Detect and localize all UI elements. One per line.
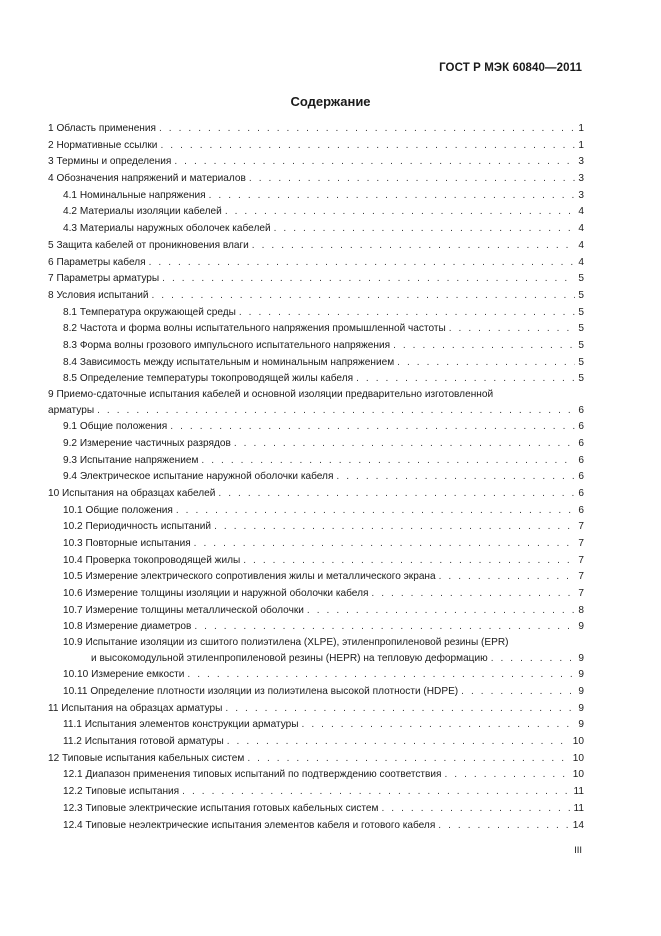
- toc-entry[interactable]: [48, 221, 584, 238]
- toc-entry-page: 6: [578, 487, 584, 499]
- toc-entry-title: Материалы изоляции кабелей: [79, 206, 222, 218]
- dot-leader: [176, 503, 576, 520]
- dot-leader: [234, 436, 576, 453]
- toc-entry-number: 9: [48, 389, 54, 400]
- toc-entry-page: 5: [578, 373, 584, 385]
- toc-entry-title: Испытания на образцах кабелей: [62, 487, 216, 499]
- toc-entry-number: 4.1: [63, 189, 78, 201]
- toc-entry-page: 8: [578, 604, 584, 616]
- toc-entry-page: 11: [573, 802, 584, 814]
- dot-leader: [252, 238, 576, 255]
- toc-entry-page: 5: [578, 323, 584, 335]
- toc-entry-title: Испытания готовой арматуры: [84, 736, 224, 748]
- toc-entry-title: Измерение емкости: [91, 669, 185, 681]
- toc-entry[interactable]: [48, 204, 584, 221]
- toc-entry[interactable]: [48, 751, 584, 768]
- toc-entry-number: 4.2: [63, 206, 78, 218]
- toc-entry-number: 10.1: [63, 504, 83, 516]
- dot-leader: [249, 171, 575, 188]
- toc-entry[interactable]: [48, 121, 584, 138]
- toc-entry-page: 3: [578, 156, 584, 168]
- dot-leader: [461, 684, 575, 701]
- toc-entry-title: Типовые неэлектрические испытания элементов кабеля и готового кабеля: [85, 819, 436, 831]
- dot-leader: [247, 751, 569, 768]
- toc-entry[interactable]: [48, 436, 584, 453]
- toc-entry[interactable]: [48, 188, 584, 205]
- toc-entry-page: 14: [572, 819, 584, 831]
- toc-entry-page: 10: [572, 736, 584, 748]
- toc-entry-number: 12: [48, 752, 60, 764]
- document-header: ГОСТ Р МЭК 60840—2011: [439, 62, 582, 74]
- dot-leader: [439, 569, 576, 586]
- toc-entry-title: Область применения: [56, 123, 156, 134]
- toc-entry-page: 7: [578, 571, 584, 583]
- toc-entry-page: 4: [578, 239, 584, 251]
- toc-entry-title: Измерение диаметров: [85, 621, 192, 633]
- toc-entry-number: 9.1: [63, 421, 78, 433]
- toc-entry-page: 10: [572, 769, 584, 781]
- toc-entry-page: 6: [578, 437, 584, 449]
- toc-entry-title: Форма волны грозового импульсного испытательного напряжения: [79, 339, 391, 351]
- toc-entry[interactable]: [48, 486, 584, 503]
- toc-entry-number: 2: [48, 139, 54, 151]
- toc-entry-title: Проверка токопроводящей жилы: [85, 554, 241, 566]
- toc-entry[interactable]: [48, 388, 584, 419]
- toc-entry-page: 9: [578, 702, 584, 714]
- dot-leader: [159, 121, 575, 138]
- dot-leader: [356, 371, 575, 388]
- toc-entry-title: Общие положения: [85, 504, 173, 516]
- toc-entry-number: 4.3: [63, 223, 78, 235]
- toc-entry[interactable]: [48, 271, 584, 288]
- toc-entry-number: 4: [48, 173, 54, 185]
- toc-entry-number: 7: [48, 273, 54, 285]
- toc-entry[interactable]: [48, 255, 584, 272]
- toc-entry[interactable]: [48, 734, 584, 751]
- toc-entry-title: Частота и форма волны испытательного напряжения промышленной частоты: [79, 323, 446, 335]
- toc-entry-number: 9.2: [63, 437, 78, 449]
- toc-entry[interactable]: [48, 138, 584, 155]
- dot-leader: [371, 586, 575, 603]
- toc-entry-title: Типовые испытания: [85, 786, 180, 798]
- toc-entry-title: Параметры арматуры: [56, 273, 160, 285]
- toc-entry-title: Диапазон применения типовых испытаний по подтверждению соответствия: [85, 769, 442, 781]
- toc-entry-title: Измерение толщины металлической оболочки: [85, 604, 304, 616]
- page-title: Содержание: [290, 94, 371, 109]
- toc-entry[interactable]: [48, 503, 584, 520]
- dot-leader: [218, 486, 575, 503]
- dot-leader: [97, 403, 575, 420]
- toc-entry-page: 6: [578, 504, 584, 516]
- toc-entry-page: 4: [578, 223, 584, 235]
- toc-entry-title: Измерение частичных разрядов: [79, 437, 231, 449]
- toc-entry-number: 1: [48, 123, 54, 134]
- toc-entry[interactable]: [48, 784, 584, 801]
- toc-entry-number: 12.1: [63, 769, 83, 781]
- toc-entry[interactable]: [48, 717, 584, 734]
- toc-entry-title-line1: Испытание изоляции из сшитого полиэтилена (XLPE), этиленпропиленовой резины (EPR): [85, 637, 509, 649]
- dot-leader: [397, 355, 575, 372]
- toc-entry-page: 7: [578, 521, 584, 533]
- toc-entry-number: 8.1: [63, 306, 78, 318]
- dot-leader: [274, 221, 576, 238]
- toc-entry-title-line1: Приемо-сдаточные испытания кабелей и основной изоляции предварительно изготовленной: [56, 389, 494, 400]
- toc-entry-title: Номинальные напряжения: [79, 189, 206, 201]
- table-of-contents: [48, 121, 584, 834]
- toc-entry-page: 1: [578, 139, 584, 151]
- toc-entry-number: 5: [48, 239, 54, 251]
- dot-leader: [194, 536, 576, 553]
- toc-entry-number: 8.2: [63, 323, 78, 335]
- toc-entry-first-line: [48, 388, 584, 403]
- toc-entry[interactable]: [48, 667, 584, 684]
- dot-leader: [491, 651, 576, 668]
- toc-entry-page: 7: [578, 554, 584, 566]
- toc-entry[interactable]: [48, 288, 584, 305]
- toc-entry[interactable]: [48, 569, 584, 586]
- toc-entry-title: Защита кабелей от проникновения влаги: [56, 239, 249, 251]
- toc-entry[interactable]: [48, 619, 584, 636]
- toc-entry-number: 11.2: [63, 736, 82, 748]
- toc-entry-title: Зависимость между испытательным и номинальным напряжением: [79, 356, 395, 368]
- toc-entry-number: 10.7: [63, 604, 83, 616]
- toc-entry-page: 5: [578, 306, 584, 318]
- dot-leader: [194, 619, 575, 636]
- toc-entry[interactable]: [48, 818, 584, 835]
- toc-entry[interactable]: [48, 321, 584, 338]
- toc-entry-title: Параметры кабеля: [56, 256, 146, 268]
- toc-entry-number: 10.6: [63, 588, 83, 600]
- toc-entry-title: Электрическое испытание наружной оболочки кабеля: [79, 471, 334, 483]
- toc-entry-title: Периодичность испытаний: [85, 521, 212, 533]
- toc-entry-title: Условия испытаний: [56, 289, 149, 301]
- toc-entry[interactable]: [48, 684, 584, 701]
- toc-entry[interactable]: [48, 469, 584, 486]
- toc-entry-page: 6: [578, 404, 584, 416]
- toc-entry[interactable]: [48, 519, 584, 536]
- toc-entry-page: 9: [578, 686, 584, 697]
- toc-entry-page: 4: [578, 256, 584, 268]
- dot-leader: [214, 519, 575, 536]
- toc-entry[interactable]: [48, 701, 584, 718]
- dot-leader: [174, 154, 575, 171]
- toc-entry-title: Измерение толщины изоляции и наружной оболочки кабеля: [85, 588, 369, 600]
- dot-leader: [227, 734, 570, 751]
- toc-entry-title: Определение плотности изоляции из полиэтилена высокой плотности (HDPE): [90, 686, 459, 697]
- toc-entry[interactable]: [48, 171, 584, 188]
- dot-leader: [182, 784, 570, 801]
- toc-entry-title: Общие положения: [79, 421, 168, 433]
- toc-entry-number: 10.2: [63, 521, 83, 533]
- toc-entry-number: 11.1: [63, 719, 82, 731]
- toc-entry-number: 12.3: [63, 802, 83, 814]
- toc-entry-title: Испытания на образцах арматуры: [61, 702, 223, 714]
- toc-entry[interactable]: [48, 305, 584, 322]
- toc-entry-page: 5: [578, 339, 584, 351]
- toc-entry-first-line: [48, 636, 584, 651]
- toc-entry-number: 6: [48, 256, 54, 268]
- toc-entry-title: Определение температуры токопроводящей жилы кабеля: [79, 373, 354, 385]
- toc-entry-number: 8: [48, 289, 54, 301]
- dot-leader: [445, 767, 570, 784]
- toc-entry-page: 6: [578, 471, 584, 483]
- toc-entry-page: 4: [578, 206, 584, 218]
- toc-entry-number: 10.3: [63, 538, 83, 549]
- toc-entry-number: 10.5: [63, 571, 83, 583]
- toc-entry-number: 11: [48, 702, 59, 714]
- toc-entry-number: 8.5: [63, 373, 78, 385]
- dot-leader: [449, 321, 576, 338]
- toc-entry[interactable]: [48, 636, 584, 667]
- toc-entry[interactable]: [48, 355, 584, 372]
- dot-leader: [438, 818, 569, 835]
- dot-leader: [307, 603, 575, 620]
- toc-entry-number: 10.4: [63, 554, 83, 566]
- dot-leader: [381, 801, 570, 818]
- toc-entry-number: 8.4: [63, 356, 78, 368]
- toc-entry-number: 10.8: [63, 621, 83, 633]
- toc-entry-title: Температура окружающей среды: [79, 306, 236, 318]
- toc-entry-page: 3: [578, 189, 584, 201]
- toc-entry-number: 10.10: [63, 669, 89, 681]
- toc-entry-number: 3: [48, 156, 54, 168]
- dot-leader: [225, 204, 576, 221]
- toc-entry-title: Типовые испытания кабельных систем: [62, 752, 245, 764]
- toc-entry[interactable]: [48, 154, 584, 171]
- dot-leader: [243, 553, 575, 570]
- toc-entry-number: 10.11: [63, 686, 88, 697]
- toc-entry-page: 9: [578, 669, 584, 681]
- toc-entry-page: 3: [578, 173, 584, 185]
- toc-entry-title: Обозначения напряжений и материалов: [56, 173, 246, 185]
- toc-entry-page: 9: [578, 719, 584, 731]
- dot-leader: [162, 271, 575, 288]
- toc-entry-title: Повторные испытания: [85, 538, 191, 549]
- dot-leader: [149, 255, 576, 272]
- toc-entry-number: 10: [48, 487, 60, 499]
- toc-entry[interactable]: [48, 419, 584, 436]
- toc-entry-page: 11: [573, 786, 584, 798]
- toc-entry[interactable]: [48, 767, 584, 784]
- dot-leader: [239, 305, 576, 322]
- toc-entry-number: 9.4: [63, 471, 78, 483]
- toc-entry-title: Измерение электрического сопротивления жилы и металлического экрана: [85, 571, 436, 583]
- dot-leader: [170, 419, 575, 436]
- dot-leader: [302, 717, 576, 734]
- toc-entry-title: арматуры: [48, 404, 95, 416]
- dot-leader: [209, 188, 576, 205]
- toc-entry[interactable]: [48, 453, 584, 470]
- toc-entry-page: 6: [578, 421, 584, 433]
- toc-entry-page: 9: [578, 621, 584, 633]
- toc-entry-number: 12.2: [63, 786, 83, 798]
- dot-leader: [160, 138, 575, 155]
- toc-entry-page: 9: [578, 652, 584, 664]
- toc-entry-page: 5: [578, 273, 584, 285]
- toc-entry[interactable]: [48, 801, 584, 818]
- dot-leader: [336, 469, 575, 486]
- toc-entry[interactable]: [48, 238, 584, 255]
- toc-entry-title: Испытания элементов конструкции арматуры: [84, 719, 299, 731]
- toc-entry-page: 7: [578, 588, 584, 600]
- toc-entry-page: 5: [578, 356, 584, 368]
- toc-entry[interactable]: [48, 603, 584, 620]
- toc-entry[interactable]: [48, 553, 584, 570]
- toc-entry-number: 10.9: [63, 637, 83, 649]
- toc-entry-title: и высокомодульной этиленпропиленовой резины (HEPR) на тепловую деформацию: [91, 652, 488, 664]
- toc-entry-number: 12.4: [63, 819, 83, 831]
- toc-entry-title: Материалы наружных оболочек кабелей: [79, 223, 271, 235]
- page-number: III: [574, 845, 582, 856]
- toc-entry[interactable]: [48, 586, 584, 603]
- toc-entry-page: 6: [578, 454, 584, 466]
- toc-entry-title: Термины и определения: [56, 156, 172, 168]
- dot-leader: [393, 338, 575, 355]
- toc-entry-number: 8.3: [63, 339, 78, 351]
- dot-leader: [225, 701, 575, 718]
- dot-leader: [152, 288, 576, 305]
- toc-entry[interactable]: [48, 338, 584, 355]
- toc-entry-page: 7: [578, 538, 584, 549]
- toc-entry-page: 5: [578, 289, 584, 301]
- toc-entry-page: 1: [578, 123, 584, 134]
- toc-entry-title: Испытание напряжением: [79, 454, 199, 466]
- dot-leader: [201, 453, 575, 470]
- toc-entry-number: 9.3: [63, 454, 78, 466]
- toc-entry[interactable]: [48, 371, 584, 388]
- toc-entry-page: 10: [572, 752, 584, 764]
- toc-entry[interactable]: [48, 536, 584, 553]
- dot-leader: [187, 667, 575, 684]
- toc-entry-title: Типовые электрические испытания готовых кабельных систем: [85, 802, 379, 814]
- toc-entry-title: Нормативные ссылки: [56, 139, 158, 151]
